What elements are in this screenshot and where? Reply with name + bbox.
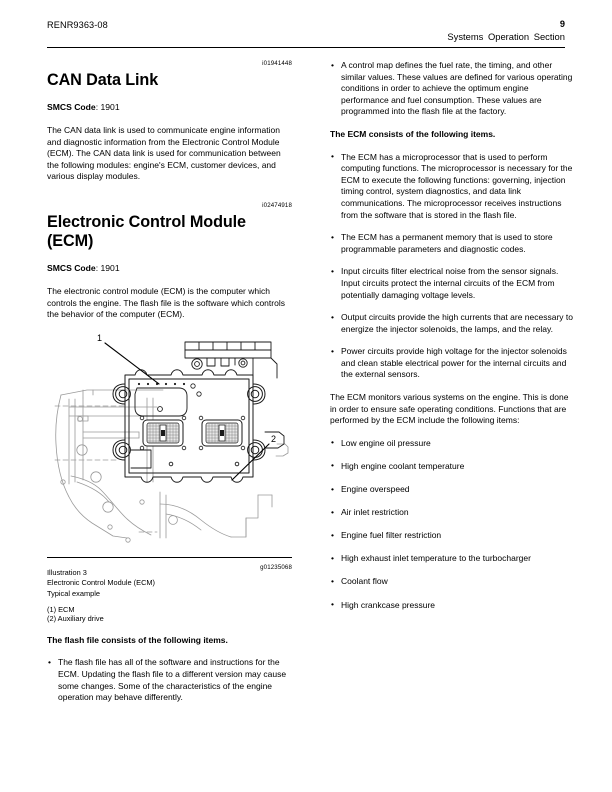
illustration-divider [47,557,292,558]
list-item: • Air inlet restriction [330,507,575,519]
monitored-functions-list [330,438,575,611]
heading-can-data-link: CAN Data Link [47,71,159,89]
smcs-colon: : [95,262,101,273]
list-item: • A control map defines the fuel rate, the timing, and other similar values. These values are defined for various operating conditions in order to achieve the optimum engine performance and fuel consumption. These values are programmed into the flash file at the factory. [330,60,575,118]
illustration-caption-row [47,562,292,577]
left-column [47,60,292,715]
list-item: • High crankcase pressure [330,600,575,612]
smcs-colon: : [95,102,101,112]
paragraph-ecm: The electronic control module (ECM) is the computer which controls the engine. The flash file is the software which controls the behavior of the computer (ECM). [47,285,285,320]
list-item: • The ECM has a permanent memory that is used to store programmable parameters and diagnostic codes. [330,232,575,255]
header-divider [47,47,565,48]
illustration-caption-line-2: Typical example [47,589,100,599]
callout-item: (1) ECM [47,604,75,614]
smcs-code-line [47,262,292,274]
section-ecm [47,202,292,321]
list-item: • Engine fuel filter restriction [330,530,575,542]
flash-file-bullet-list [47,657,292,703]
reference-id: i02474918 [262,201,292,209]
smcs-value: 1901 [100,102,120,112]
heading-electronic-control-module: Electronic Control Module (ECM) [47,212,246,250]
list-item: • Engine overspeed [330,484,575,496]
post-illustration-spacer [47,624,292,635]
heading-ecm-consists: The ECM consists of the following items. [330,128,496,139]
section-title: Systems Operation Section [447,31,565,42]
illustration-label: Illustration 3 [47,567,87,577]
smcs-code-line [47,101,292,113]
smcs-label: SMCS Code [47,102,96,112]
list-item: • The ECM has a microprocessor that is used to perform computing functions. The microprocessor is necessary for the ECM to execute the following functions: governing, injection timing control, system diagnostics, and data link communications. The microprocessor receives instructions from the software that is stored in the flash file. [330,152,575,222]
list-item: • Coolant flow [330,576,575,588]
graphic-number: g01235068 [260,563,292,571]
illustration-block [47,332,292,624]
document-id: RENR9363-08 [47,20,108,30]
list-item: • High engine coolant temperature [330,461,575,473]
paragraph-ecm-monitors: The ECM monitors various systems on the engine. This is done in order to ensure safe operating conditions. Functions that are performed by the ECM include the following items: [330,392,569,426]
list-item: • Output circuits provide the high currents that are necessary to energize the injector solenoids, the lamps, and the relay. [330,312,575,335]
reference-id: i01941448 [262,60,292,67]
paragraph-can-data-link: The CAN data link is used to communicate engine information and diagnostic information from the Electronic Control Module (ECM). The CAN data link is used for communication between the following modules: engine's ECM, customer devices, and various display modules. [47,125,281,182]
section-spacer [47,194,292,202]
illustration-caption-line-1: Electronic Control Module (ECM) [47,577,156,587]
list-item: • High exhaust inlet temperature to the turbocharger [330,553,575,565]
ecm-components-bullet-list [330,152,575,382]
callout-item: (2) Auxiliary drive [47,614,104,624]
list-item: • Input circuits filter electrical noise from the sensor signals. Input circuits protect the internal circuits of the ECM from potentially damaging voltage levels. [330,266,575,301]
page-number: 9 [559,19,565,29]
smcs-label: SMCS Code [47,262,96,273]
list-item: • Low engine oil pressure [330,438,575,450]
section-can-data-link [47,60,292,183]
ecm-engine-line-drawing [47,332,292,557]
smcs-value: 1901 [100,262,120,273]
list-item: • Power circuits provide high voltage for the injector solenoids and clean stable electrical power for the internal circuits and the external sensors. [330,346,575,381]
heading-flash-file-items: The flash file consists of the following items. [47,634,228,645]
right-column [330,60,575,623]
illustration-callout-list [47,605,292,624]
page-header [47,20,565,54]
control-map-bullet-list [330,60,575,118]
svg-text:2: 2 [271,433,277,444]
list-item: • The flash file has all of the software and instructions for the ECM. Updating the flash file to a different version may cause some changes. Some of the characteristics of the engine operation may behave differently. [47,657,292,703]
svg-text:1: 1 [97,332,103,343]
